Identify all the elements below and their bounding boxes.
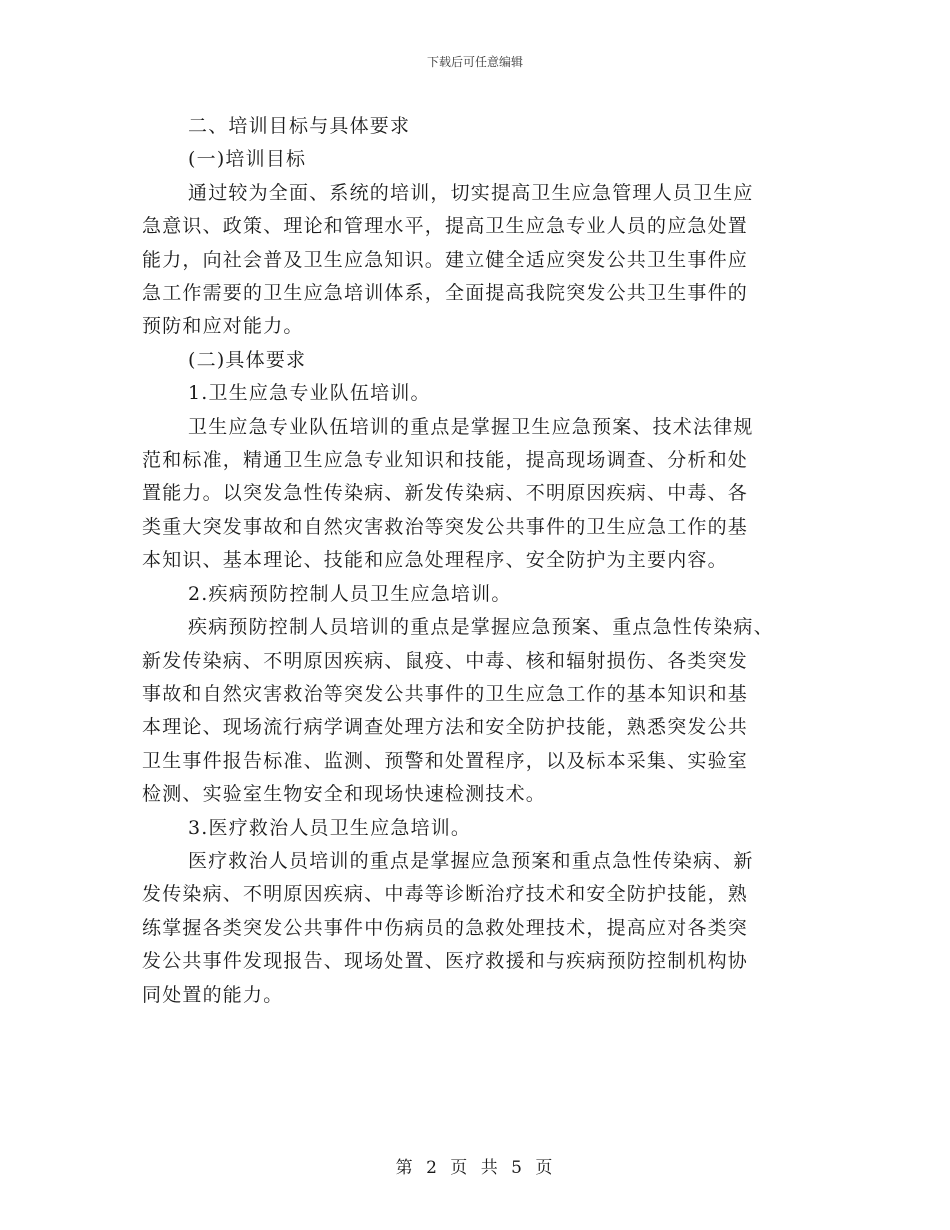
text-line: (二)具体要求	[188, 348, 307, 371]
page-number: 第 2 页 共 5 页	[395, 1158, 555, 1178]
text-line: 检测、实验室生物安全和现场快速检测技术。	[142, 783, 547, 806]
text-line: 练掌握各类突发公共事件中伤病员的急救处理技术，提高应对各类突	[142, 916, 749, 939]
text-line: 事故和自然灾害救治等突发公共事件的卫生应急工作的基本知识和基	[142, 682, 749, 705]
text-line: 二、培训目标与具体要求	[188, 115, 411, 137]
text-line: 能力，向社会普及卫生应急知识。建立健全适应突发公共卫生事件应	[142, 248, 749, 271]
text-line: 疾病预防控制人员培训的重点是掌握应急预案、重点急性传染病、	[188, 616, 774, 639]
text-line: 本理论、现场流行病学调查处理方法和安全防护技能，熟悉突发公共	[142, 716, 749, 739]
text-line: 同处置的能力。	[142, 983, 284, 1006]
text-line: 3.医疗救治人员卫生应急培训。	[188, 816, 472, 839]
text-line: 急意识、政策、理论和管理水平，提高卫生应急专业人员的应急处置	[142, 215, 749, 238]
text-line: 发传染病、不明原因疾病、中毒等诊断治疗技术和安全防护技能，熟	[142, 883, 749, 906]
text-line: 卫生应急专业队伍培训的重点是掌握卫生应急预案、技术法律规	[188, 415, 754, 438]
text-line: 本知识、基本理论、技能和应急处理程序、安全防护为主要内容。	[142, 549, 728, 572]
text-line: 类重大突发事故和自然灾害救治等突发公共事件的卫生应急工作的基	[142, 515, 749, 538]
text-line: 新发传染病、不明原因疾病、鼠疫、中毒、核和辐射损伤、各类突发	[142, 649, 749, 672]
text-line: 医疗救治人员培训的重点是掌握应急预案和重点急性传染病、新	[188, 849, 754, 872]
text-line: 卫生事件报告标准、监测、预警和处置程序，以及标本采集、实验室	[142, 749, 749, 772]
text-line: 置能力。以突发急性传染病、新发传染病、不明原因疾病、中毒、各	[142, 482, 749, 505]
text-line: (一)培训目标	[188, 148, 307, 171]
text-line: 范和标准，精通卫生应急专业知识和技能，提高现场调查、分析和处	[142, 449, 749, 472]
text-line: 预防和应对能力。	[142, 315, 304, 338]
text-line: 通过较为全面、系统的培训，切实提高卫生应急管理人员卫生应	[188, 181, 754, 204]
text-line: 2.疾病预防控制人员卫生应急培训。	[188, 582, 512, 605]
text-line: 1.卫生应急专业队伍培训。	[188, 382, 431, 405]
text-line: 急工作需要的卫生应急培训体系，全面提高我院突发公共卫生事件的	[142, 282, 749, 305]
page-header-note: 下载后可任意编辑	[426, 55, 523, 69]
text-line: 发公共事件发现报告、现场处置、医疗救援和与疾病预防控制机构协	[142, 950, 749, 973]
document-body	[142, 110, 814, 1012]
